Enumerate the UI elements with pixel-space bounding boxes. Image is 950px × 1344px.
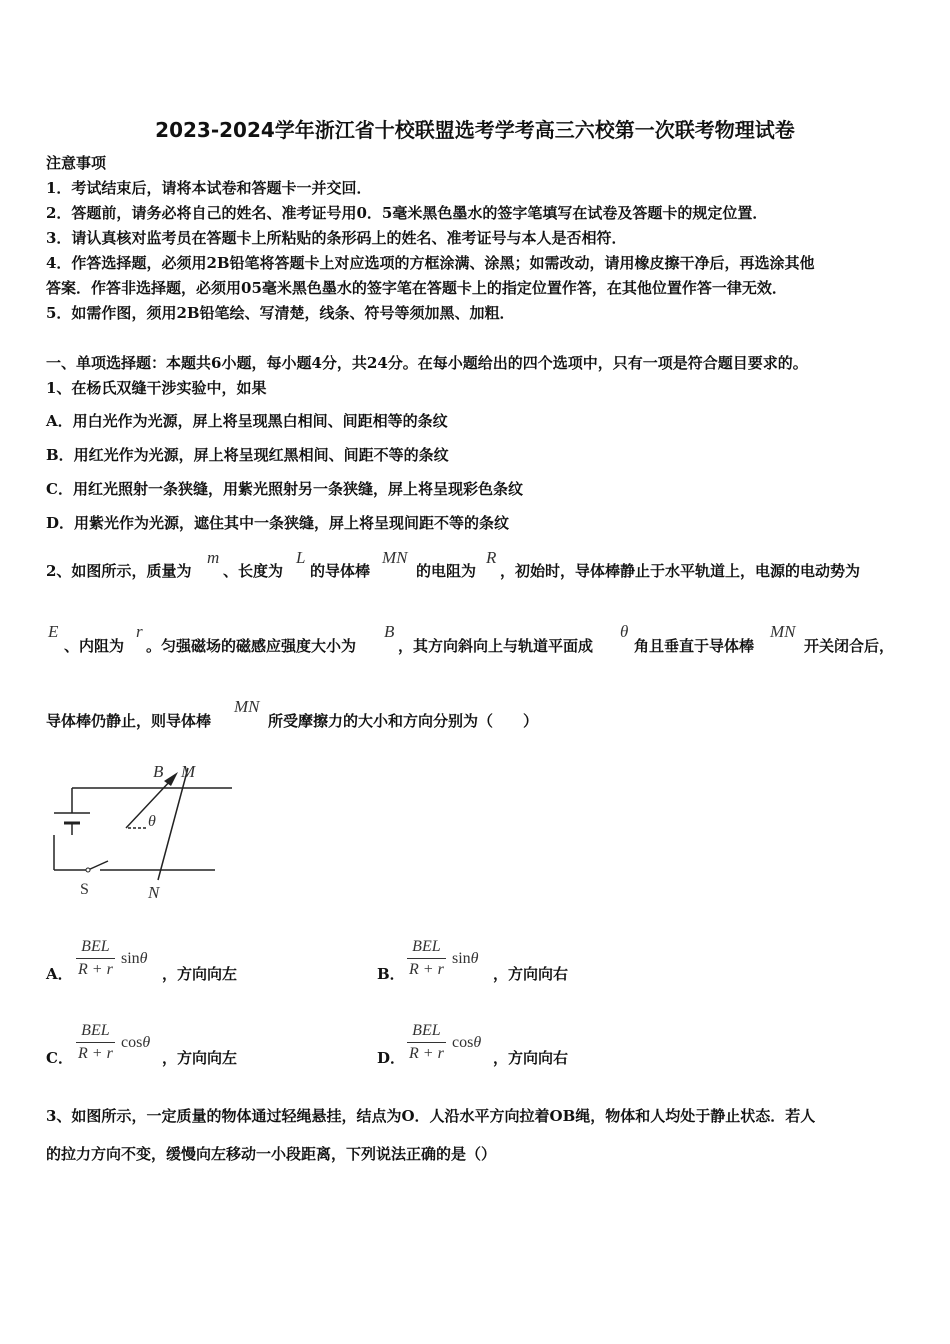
q2-text: 2、如图所示，质量为 [46, 562, 192, 580]
q2-text: 导体棒仍静止，则导体棒 [46, 712, 212, 730]
q2-option-b-direction: ，方向向右 [493, 965, 569, 983]
q2-text: 、内阻为 [64, 637, 125, 655]
label-theta: θ [148, 813, 156, 830]
fraction-numerator: BEL [81, 938, 110, 955]
notice-item: 5．如需作图，须用2B铅笔绘、写清楚，线条、符号等须加黑、加粗． [46, 304, 515, 322]
notice-item: 4．作答选择题，必须用2B铅笔将答题卡上对应选项的方框涂满、涂黑；如需改动，请用橡皮擦干净后，再选涂其他 [46, 254, 815, 272]
notice-item: 2．答题前，请务必将自己的姓名、准考证号用0．5毫米黑色墨水的签字笔填写在试卷及答题卡的规定位置． [46, 204, 768, 222]
q2-var-MN: MN [770, 622, 796, 641]
q2-text: ，初始时，导体棒静止于水平轨道上，电源的电动势为 [500, 562, 861, 580]
question-3-stem: 3、如图所示，一定质量的物体通过轻绳悬挂，结点为O．人沿水平方向拉着OB绳，物体和人均处于静止状态．若人 [46, 1107, 816, 1125]
circuit-diagram [40, 755, 250, 905]
fraction [407, 1022, 446, 1063]
notice-item: 3．请认真核对监考员在答题卡上所粘贴的条形码上的姓名、准考证号与本人是否相符． [46, 229, 627, 247]
trig-fn: cos [121, 1034, 143, 1051]
q2-option-d-direction: ，方向向右 [493, 1049, 569, 1067]
fraction-denominator: R + r [409, 961, 444, 978]
q2-option-c-label: C． [46, 1049, 73, 1067]
q2-option-c-direction: ，方向向左 [162, 1049, 238, 1067]
q2-var-MN: MN [234, 697, 260, 716]
q2-var-r: r [136, 622, 143, 641]
label-M: M [181, 762, 196, 781]
q2-text: 角且垂直于导体棒 [634, 637, 755, 655]
fraction-denominator: R + r [409, 1045, 444, 1062]
label-B: B [153, 762, 164, 781]
q2-text: 的电阻为 [416, 562, 477, 580]
q1-option-a: A．用白光作为光源，屏上将呈现黑白相间、间距相等的条纹 [46, 412, 448, 430]
fraction-numerator: BEL [412, 938, 441, 955]
question-1-stem: 1、在杨氏双缝干涉实验中，如果 [46, 379, 267, 397]
notice-heading: 注意事项 [46, 154, 107, 172]
q1-option-b: B．用红光作为光源，屏上将呈现红黑相间、间距不等的条纹 [46, 446, 449, 464]
trig-var: θ [142, 1034, 151, 1051]
section-heading: 一、单项选择题：本题共6小题，每小题4分，共24分。在每小题给出的四个选项中，只有一项是符合题目要求的。 [46, 354, 808, 372]
fraction-numerator: BEL [412, 1022, 441, 1039]
fraction [76, 938, 115, 979]
q2-var-E: E [48, 622, 59, 641]
trig-var: θ [470, 950, 479, 967]
q1-option-d: D．用紫光作为光源，遮住其中一条狭缝，屏上将呈现间距不等的条纹 [46, 514, 510, 532]
question-3-stem: 的拉力方向不变，缓慢向左移动一小段距离，下列说法正确的是（） [46, 1145, 497, 1163]
q2-option-a-direction: ，方向向左 [162, 965, 238, 983]
fraction-denominator: R + r [78, 1045, 113, 1062]
trig-var: θ [139, 950, 148, 967]
q2-var-theta: θ [620, 622, 629, 641]
q2-text: 的导体棒 [310, 562, 371, 580]
q2-var-m: m [207, 548, 220, 567]
notice-item: 答案．作答非选择题，必须用05毫米黑色墨水的签字笔在答题卡上的指定位置作答，在其他位置作答一律无效． [46, 279, 787, 297]
q2-var-B: B [384, 622, 395, 641]
page-title: 2023-2024学年浙江省十校联盟选考学考高三六校第一次联考物理试卷 [155, 118, 795, 142]
q2-text: 、长度为 [223, 562, 284, 580]
q2-var-L: L [296, 548, 306, 567]
trig-fn: sin [121, 950, 140, 967]
trig-var: θ [473, 1034, 482, 1051]
label-S: S [80, 881, 89, 898]
q2-option-b-label: B． [377, 965, 405, 983]
q2-text: 开关闭合后， [804, 637, 895, 655]
q2-var-MN: MN [382, 548, 408, 567]
q2-var-R: R [486, 548, 497, 567]
label-N: N [148, 883, 160, 902]
q2-text: 。匀强磁场的磁感应强度大小为 [146, 637, 357, 655]
trig-fn: sin [452, 950, 471, 967]
q2-option-d-label: D． [377, 1049, 406, 1067]
notice-item: 1．考试结束后，请将本试卷和答题卡一并交回． [46, 179, 372, 197]
arrow-icon [164, 772, 178, 786]
q2-text: ，其方向斜向上与轨道平面成 [398, 637, 594, 655]
fraction-numerator: BEL [81, 1022, 110, 1039]
fraction-denominator: R + r [78, 961, 113, 978]
fraction [76, 1022, 115, 1063]
q1-option-c: C．用红光照射一条狭缝，用紫光照射另一条狭缝，屏上将呈现彩色条纹 [46, 480, 523, 498]
trig-fn: cos [452, 1034, 474, 1051]
fraction [407, 938, 446, 979]
q2-option-a-label: A． [46, 965, 73, 983]
q2-text: 所受摩擦力的大小和方向分别为（ ） [268, 712, 539, 730]
